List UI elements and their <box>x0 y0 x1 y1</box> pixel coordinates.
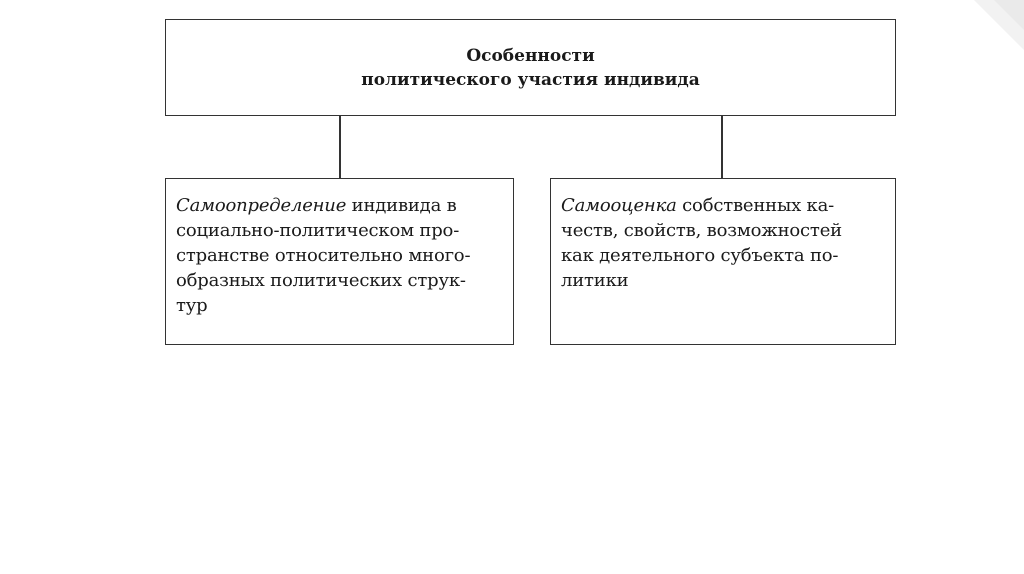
left-line: тур <box>176 295 208 316</box>
right-line: литики <box>561 270 629 291</box>
left-first-line <box>176 193 503 218</box>
title-line-1: Особенности <box>466 45 595 66</box>
corner-decoration <box>944 0 1024 80</box>
connector-left <box>339 116 341 178</box>
right-line: как деятельного субъекта по- <box>561 245 839 266</box>
right-term: Самооценка <box>561 195 677 216</box>
right-first-line <box>561 193 885 218</box>
left-line: социально-политическом про- <box>176 220 460 241</box>
right-first-line-rest: собственных ка- <box>676 195 835 216</box>
diagram-title-box <box>165 19 896 116</box>
connector-right <box>721 116 723 178</box>
self-assessment-box <box>550 178 896 345</box>
left-line: странстве относительно много- <box>176 245 471 266</box>
title-line-2: политического участия индивида <box>361 69 700 90</box>
left-first-line-rest: индивида в <box>346 195 457 216</box>
self-determination-box <box>165 178 514 345</box>
left-line: образных политических струк- <box>176 270 466 291</box>
right-line: честв, свойств, возможностей <box>561 220 842 241</box>
left-term: Самоопределение <box>176 195 347 216</box>
